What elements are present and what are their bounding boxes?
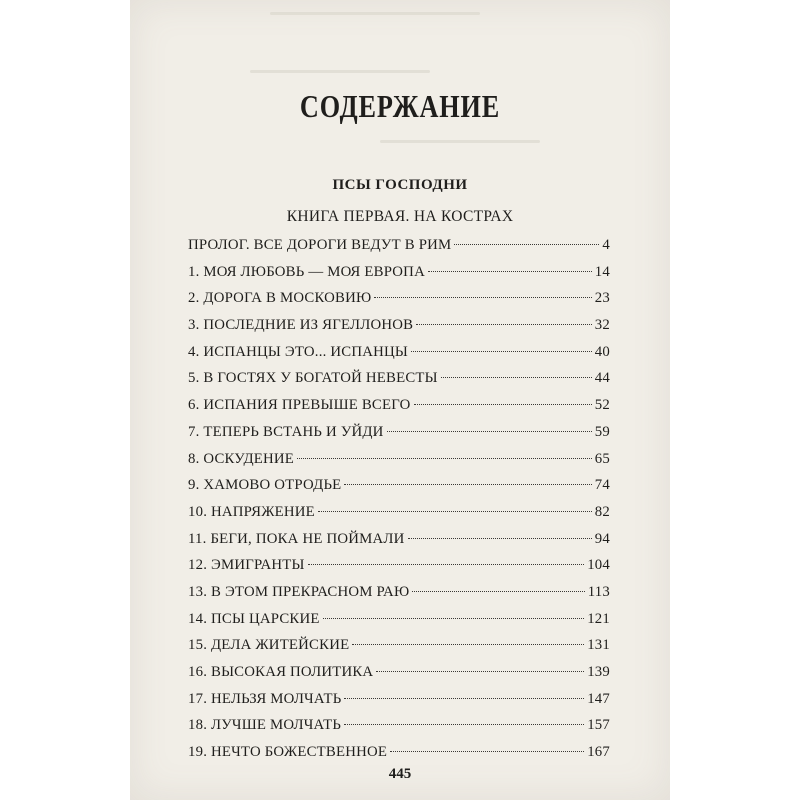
toc-entry: [188, 499, 610, 526]
dot-leader: [390, 750, 584, 752]
toc-entry-page: 52: [594, 397, 610, 414]
dot-leader: [352, 643, 584, 645]
dot-leader: [323, 617, 585, 619]
dot-leader: [387, 430, 592, 432]
toc-entry-title: 2. ДОРОГА В МОСКОВИЮ: [188, 290, 372, 307]
toc-entry-page: 121: [587, 610, 610, 627]
toc-entry-title: 8. ОСКУДЕНИЕ: [188, 450, 295, 467]
dot-leader: [374, 296, 591, 298]
toc-entry-page: 44: [594, 370, 610, 387]
toc-entry-page: 157: [587, 717, 610, 734]
dot-leader: [411, 350, 592, 352]
toc-entry-page: 167: [587, 744, 610, 761]
dot-leader: [416, 323, 592, 325]
dot-leader: [408, 537, 592, 539]
page-title: СОДЕРЖАНИЕ: [299, 88, 501, 124]
dot-leader: [318, 510, 592, 512]
toc-entry-page: 131: [587, 637, 610, 654]
toc-entry-title: 9. ХАМОВО ОТРОДЬЕ: [188, 477, 342, 494]
toc-entry-page: 4: [602, 237, 610, 253]
toc-entry-page: 82: [594, 503, 610, 520]
toc-entry: [188, 739, 610, 766]
toc-entry-page: 65: [594, 450, 610, 467]
book-page: [130, 0, 670, 800]
toc-entry: [188, 285, 610, 312]
toc-entry-title: ПРОЛОГ. ВСЕ ДОРОГИ ВЕДУТ В РИМ: [188, 237, 452, 253]
toc-entry: [188, 312, 610, 339]
toc-entry: [188, 632, 610, 659]
toc-entry-title: 7. ТЕПЕРЬ ВСТАНЬ И УЙДИ: [188, 423, 384, 440]
toc-entry-title: 10. НАПРЯЖЕНИЕ: [188, 503, 315, 520]
toc-entry: [188, 446, 610, 473]
toc-entry-page: 74: [594, 477, 610, 494]
dot-leader: [454, 243, 599, 245]
dot-leader: [344, 723, 584, 725]
toc-entry-title: 3. ПОСЛЕДНИЕ ИЗ ЯГЕЛЛОНОВ: [188, 317, 414, 334]
toc-entry: [188, 259, 610, 286]
toc-entry-title: 5. В ГОСТЯХ У БОГАТОЙ НЕВЕСТЫ: [188, 370, 438, 387]
toc-entry-page: 14: [594, 263, 610, 280]
toc-entry: [188, 552, 610, 579]
dot-leader: [441, 376, 592, 378]
toc-entry: [188, 659, 610, 686]
toc-entry-page: 32: [594, 317, 610, 334]
toc-entry-page: 113: [587, 583, 610, 600]
toc-entry: [188, 339, 610, 366]
bleed-through-mark: [380, 140, 540, 143]
dot-leader: [344, 483, 591, 485]
dot-leader: [297, 457, 592, 459]
dot-leader: [344, 697, 584, 699]
toc-entry-title: 4. ИСПАНЦЫ ЭТО... ИСПАНЦЫ: [188, 343, 408, 360]
toc-entry: [188, 392, 610, 419]
section-title: ПСЫ ГОСПОДНИ: [332, 177, 468, 193]
toc-entry-title: 16. ВЫСОКАЯ ПОЛИТИКА: [188, 664, 374, 680]
dot-leader: [376, 670, 584, 672]
toc-entry-page: 147: [587, 690, 610, 707]
toc-entry-title: 15. ДЕЛА ЖИТЕЙСКИЕ: [188, 637, 350, 654]
toc-entry: [188, 419, 610, 446]
toc-entry-title: 13. В ЭТОМ ПРЕКРАСНОМ РАЮ: [188, 583, 410, 600]
bleed-through-mark: [250, 70, 430, 73]
toc-entry: [188, 579, 610, 606]
toc-entry-title: 17. НЕЛЬЗЯ МОЛЧАТЬ: [188, 690, 342, 707]
toc-entry-title: 11. БЕГИ, ПОКА НЕ ПОЙМАЛИ: [188, 530, 405, 547]
toc-entry: [188, 712, 610, 739]
book-title: КНИГА ПЕРВАЯ. НА КОСТРАХ: [286, 208, 514, 225]
table-of-contents: [188, 232, 610, 766]
toc-entry: [188, 232, 610, 259]
toc-entry: [188, 365, 610, 392]
toc-entry-page: 23: [594, 290, 610, 307]
bleed-through-mark: [270, 12, 480, 15]
toc-entry-page: 104: [587, 557, 610, 574]
toc-entry: [188, 686, 610, 713]
toc-entry-title: 14. ПСЫ ЦАРСКИЕ: [188, 610, 320, 627]
toc-entry: [188, 606, 610, 633]
toc-entry-title: 6. ИСПАНИЯ ПРЕВЫШЕ ВСЕГО: [188, 397, 411, 414]
dot-leader: [308, 563, 585, 565]
toc-entry: [188, 472, 610, 499]
toc-entry-title: 12. ЭМИГРАНТЫ: [188, 557, 305, 574]
toc-entry-page: 139: [587, 664, 610, 680]
dot-leader: [414, 403, 592, 405]
toc-entry-page: 94: [594, 530, 610, 547]
toc-entry-title: 18. ЛУЧШЕ МОЛЧАТЬ: [188, 717, 342, 734]
toc-entry: [188, 526, 610, 553]
toc-entry-title: 1. МОЯ ЛЮБОВЬ — МОЯ ЕВРОПА: [188, 263, 425, 280]
page-number: 445: [388, 766, 412, 782]
dot-leader: [412, 590, 584, 592]
toc-entry-page: 40: [594, 343, 610, 360]
dot-leader: [428, 270, 592, 272]
toc-entry-page: 59: [594, 423, 610, 440]
toc-entry-title: 19. НЕЧТО БОЖЕСТВЕННОЕ: [188, 744, 388, 761]
